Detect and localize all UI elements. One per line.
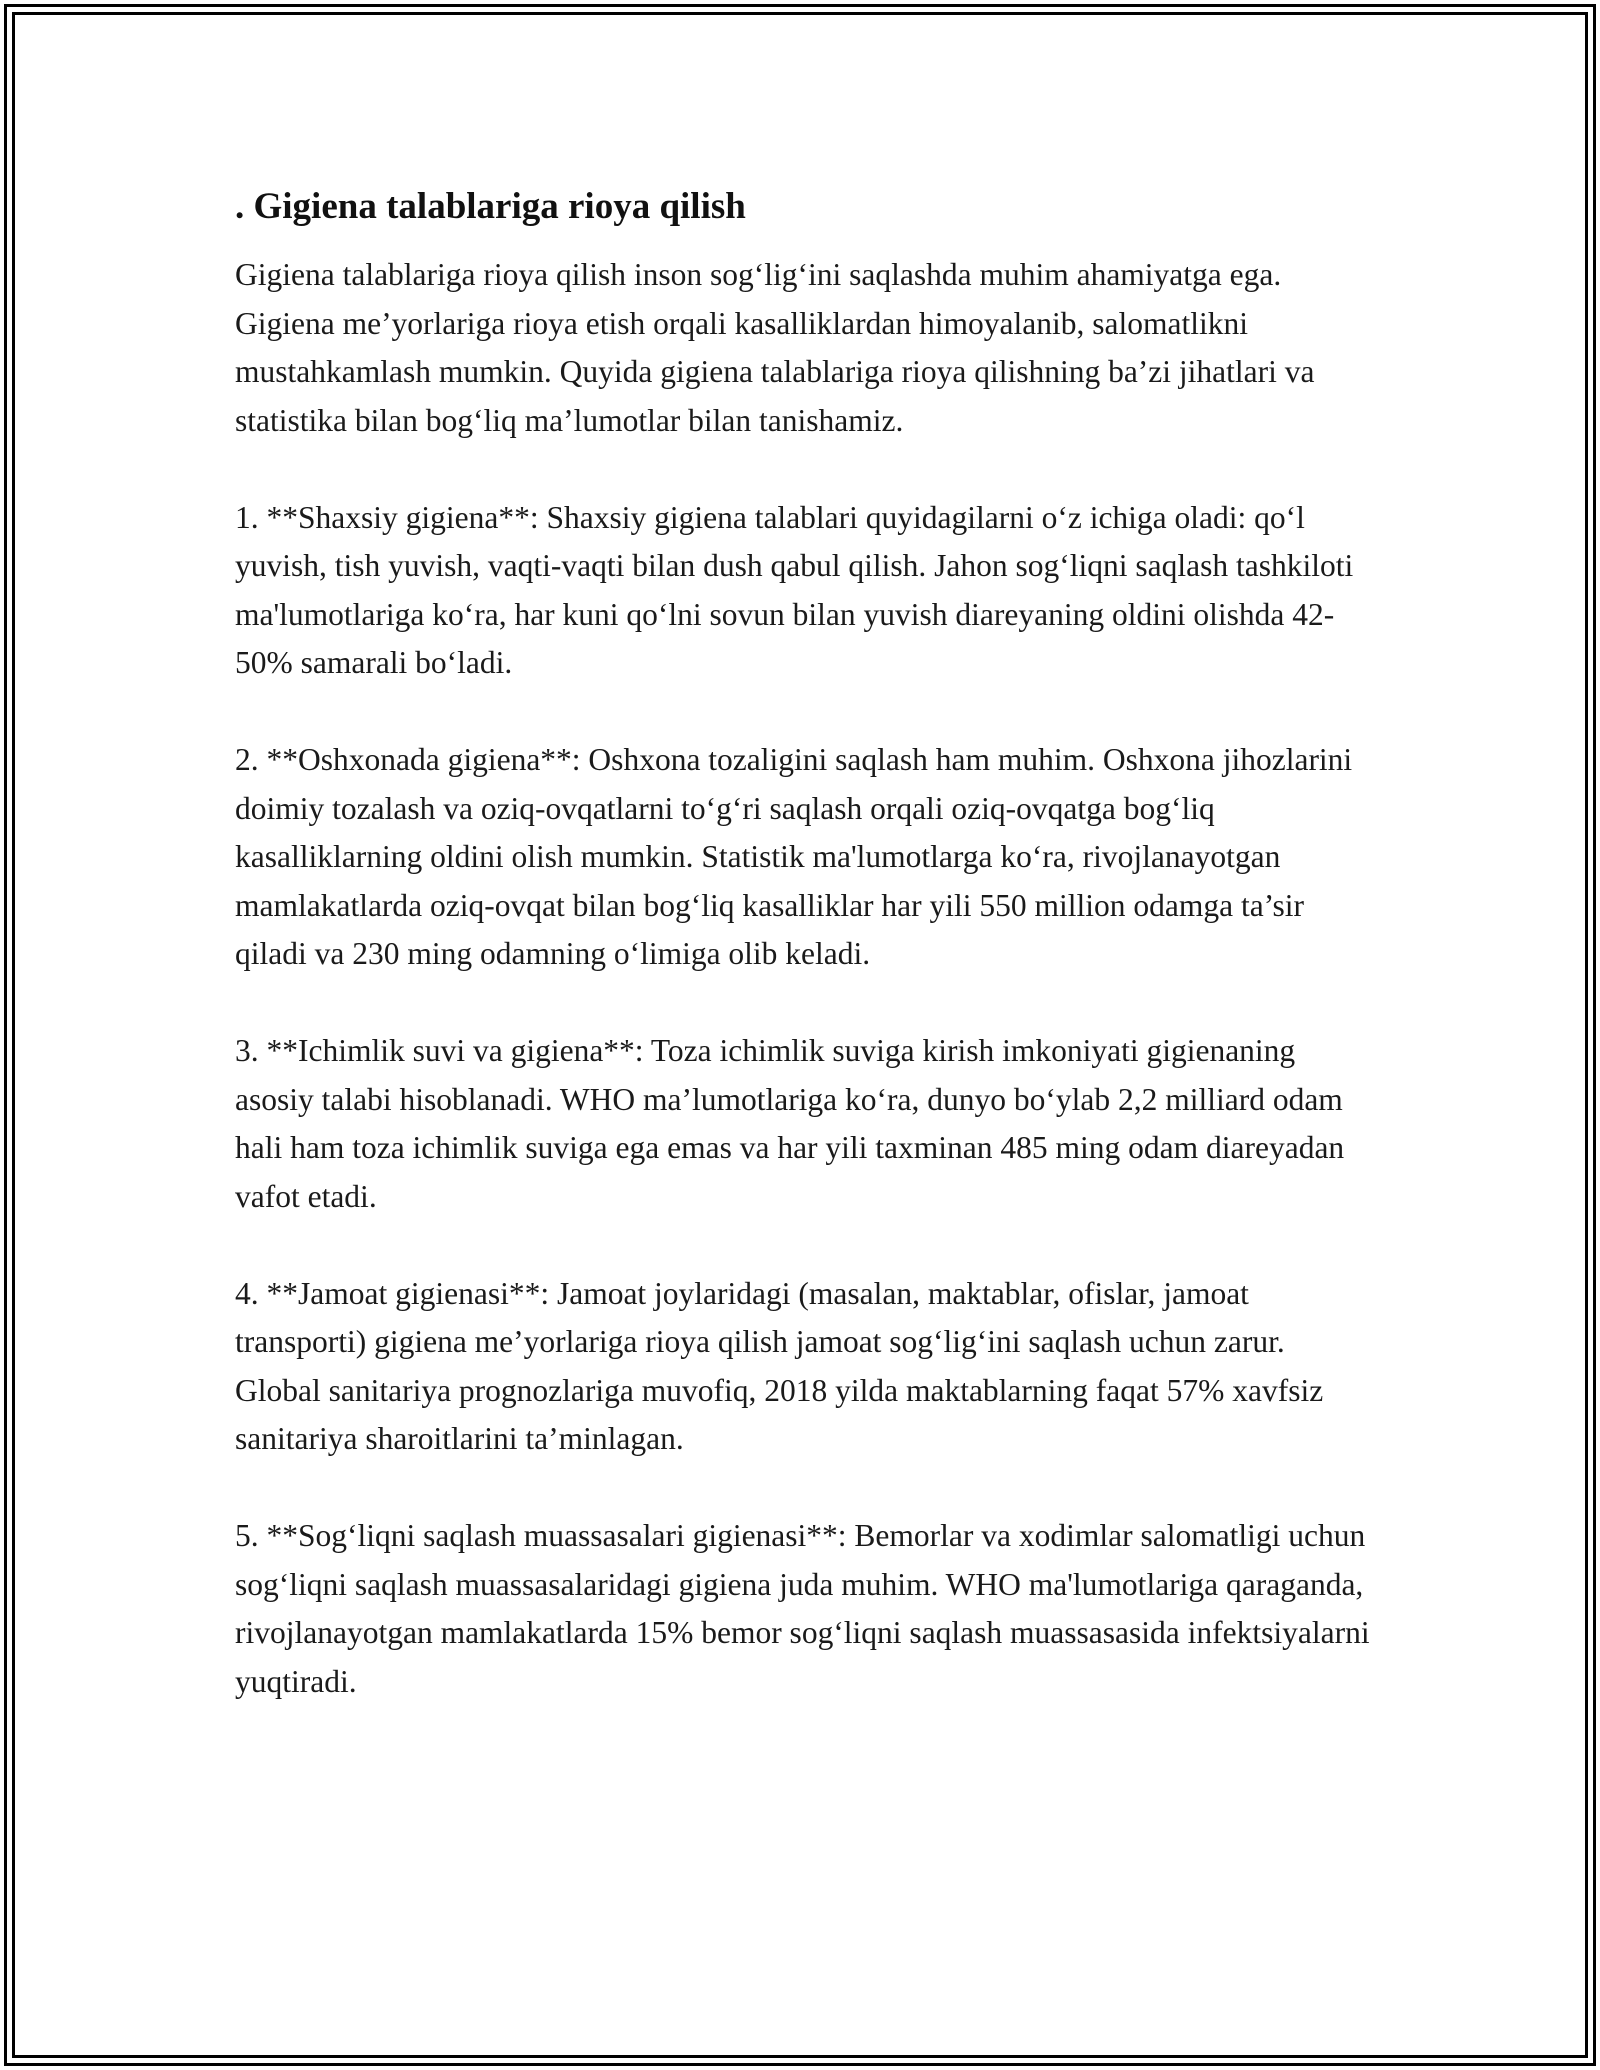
list-item-drinking-water: 3. **Ichimlik suvi va gigiena**: Toza ichimlik suviga kirish imkoniyati gigienaning asosiy talabi hisoblanadi. WHO ma’lumotlariga ko‘ra, dunyo bo‘ylab 2,2 milliard odam hali ham toza ichimlik suviga ega emas va har yili taxminan 485 ming odam diareyadan vafot etadi. [235,1033,1345,1214]
list-item-kitchen-hygiene: 2. **Oshxonada gigiena**: Oshxona tozaligini saqlash ham muhim. Oshxona jihozlarini doimiy tozalash va oziq-ovqatlarni to‘g‘ri saqlash orqali oziq-ovqatga bog‘liq kasalliklarning oldini olish mumkin. Statistik ma'lumotlarga ko‘ra, rivojlanayotgan mamlakatlarda oziq-ovqat bilan bog‘liq kasalliklar har yili 550 million odamga ta’sir qiladi va 230 ming odamning o‘limiga olib keladi. [235,742,1353,971]
list-item-public-hygiene: 4. **Jamoat gigienasi**: Jamoat joylaridagi (masalan, maktablar, ofislar, jamoat transporti) gigiena me’yorlariga rioya qilish jamoat sog‘lig‘ini saqlash uchun zarur. Global sanitariya prognozlariga muvofiq, 2018 yilda maktablarning faqat 57% xavfsiz sanitariya sharoitlarini ta’minlagan. [235,1275,1324,1456]
list-item-personal-hygiene: 1. **Shaxsiy gigiena**: Shaxsiy gigiena talablari quyidagilarni o‘z ichiga oladi: qo‘l yuvish, tish yuvish, vaqti-vaqti bilan dush qabul qilish. Jahon sog‘liqni saqlash tashkiloti ma'lumotlariga ko‘ra, har kuni qo‘lni sovun bilan yuvish diareyaning oldini olishda 42-50% samarali bo‘ladi. [235,499,1354,680]
document-title: . Gigiena talablariga rioya qilish [235,186,746,227]
intro-paragraph: Gigiena talablariga rioya qilish inson sog‘lig‘ini saqlashda muhim ahamiyatga ega. Gigiena me’yorlariga rioya etish orqali kasalliklardan himoyalanib, salomatlikni mustahkamlash mumkin. Quyida gigiena talablariga rioya qilishning ba’zi jihatlari va statistika bilan bog‘liq ma’lumotlar bilan tanishamiz. [235,257,1315,438]
list-item-healthcare-hygiene: 5. **Sog‘liqni saqlash muassasalari gigienasi**: Bemorlar va xodimlar salomatligi uchun sog‘liqni saqlash muassasalaridagi gigiena juda muhim. WHO ma'lumotlariga qaraganda, rivojlanayotgan mamlakatlarda 15% bemor sog‘liqni saqlash muassasasida infektsiyalarni yuqtiradi. [235,1518,1370,1699]
document-body [235,185,1370,1755]
